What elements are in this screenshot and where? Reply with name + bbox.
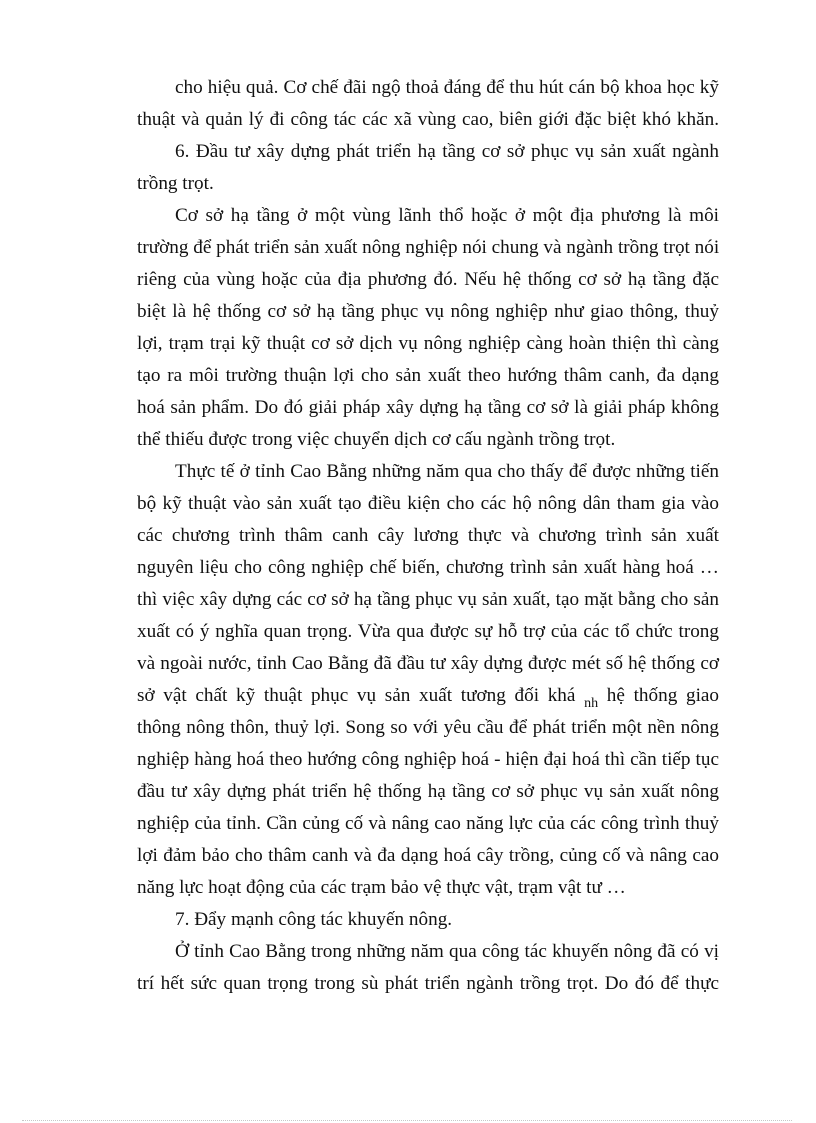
text-line: biệt là hệ thống cơ sở hạ tầng phục vụ nông nghiệp như giao thông, thuỷ <box>137 301 719 322</box>
text-line: Thực tế ở tỉnh Cao Bằng những năm qua cho thấy để được những tiến <box>175 461 719 482</box>
text-line: lợi, trạm trại kỹ thuật cơ sở dịch vụ nông nghiệp càng hoàn thiện thì càng <box>137 333 719 354</box>
text-segment: hệ thống giao <box>606 685 720 706</box>
text-segment: sở vật chất kỹ thuật phục vụ sản xuất tương đối khá <box>137 685 576 706</box>
text-line: năng lực hoạt động của các trạm bảo vệ thực vật, trạm vật tư … <box>137 877 626 898</box>
text-line: thì việc xây dựng các cơ sở hạ tầng phục vụ sản xuất, tạo mặt bằng cho sản <box>137 589 719 610</box>
text-line: đầu tư xây dựng phát triển hệ thống hạ tầng cơ sở phục vụ sản xuất nông <box>137 781 719 802</box>
text-line: Ở tỉnh Cao Bằng trong những năm qua công tác khuyến nông đã có vị <box>175 941 719 962</box>
text-line: nghiệp của tỉnh. Cần củng cố và nâng cao năng lực của các công trình thuỷ <box>137 813 719 834</box>
subscript-fragment: nh <box>584 696 599 711</box>
text-line: nghiệp hàng hoá theo hướng công nghiệp hoá - hiện đại hoá thì cần tiếp tục <box>137 749 719 770</box>
text-line: bộ kỹ thuật vào sản xuất tạo điều kiện cho các hộ nông dân tham gia vào <box>137 493 719 514</box>
text-line: riêng của vùng hoặc của địa phương đó. Nếu hệ thống cơ sở hạ tầng đặc <box>137 269 719 290</box>
text-line <box>137 684 720 711</box>
text-line: trí hết sức quan trọng trong sù phát triển ngành trồng trọt. Do đó để thực <box>137 973 719 994</box>
text-line: lợi đảm bảo cho thâm canh và đa dạng hoá cây trồng, củng cố và nâng cao <box>137 845 719 866</box>
text-line: tạo ra môi trường thuận lợi cho sản xuất theo hướng thâm canh, đa dạng <box>137 365 719 386</box>
text-line: 6. Đầu tư xây dựng phát triển hạ tầng cơ sở phục vụ sản xuất ngành <box>175 141 719 162</box>
text-line: trường để phát triển sản xuất nông nghiệp nói chung và ngành trồng trọt nói <box>137 237 720 258</box>
text-line: hoá sản phẩm. Do đó giải pháp xây dựng hạ tầng cơ sở là giải pháp không <box>137 397 719 418</box>
text-line: thuật và quản lý đi công tác các xã vùng cao, biên giới đặc biệt khó khăn. <box>137 109 719 130</box>
text-line: xuất có ý nghĩa quan trọng. Vừa qua được sự hỗ trợ của các tổ chức trong <box>137 621 719 642</box>
page-bottom-divider <box>22 1120 792 1121</box>
text-line: Cơ sở hạ tầng ở một vùng lãnh thổ hoặc ở một địa phương là môi <box>175 205 719 226</box>
text-line: 7. Đẩy mạnh công tác khuyến nông. <box>175 909 453 930</box>
text-line: thông nông thôn, thuỷ lợi. Song so với yêu cầu để phát triển một nền nông <box>137 717 719 738</box>
text-line: và ngoài nước, tỉnh Cao Bằng đã đầu tư xây dựng được mét số hệ thống cơ <box>137 653 719 674</box>
text-line: thể thiếu được trong việc chuyển dịch cơ cấu ngành trồng trọt. <box>137 429 616 450</box>
text-line: các chương trình thâm canh cây lương thực và chương trình sản xuất <box>137 525 719 546</box>
text-line: trồng trọt. <box>137 173 214 194</box>
text-line: cho hiệu quả. Cơ chế đãi ngộ thoả đáng để thu hút cán bộ khoa học kỹ <box>175 77 719 98</box>
text-line: nguyên liệu cho công nghiệp chế biến, chương trình sản xuất hàng hoá … <box>137 557 719 578</box>
